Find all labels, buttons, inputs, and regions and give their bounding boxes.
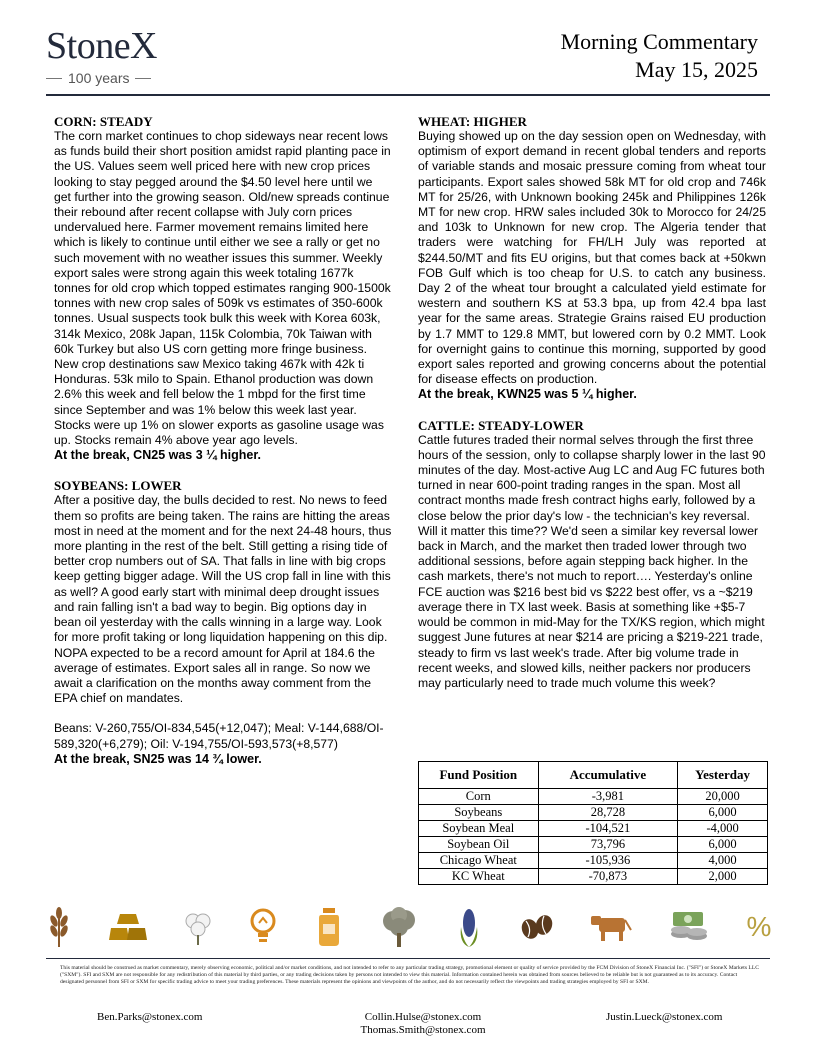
- cell-yesterday: 2,000: [678, 869, 768, 885]
- soybeans-title: SOYBEANS: LOWER: [54, 478, 182, 494]
- wheat-title: WHEAT: HIGHER: [418, 114, 527, 129]
- cell-yesterday: 6,000: [678, 805, 768, 821]
- footer-email-ben[interactable]: Ben.Parks@stonex.com: [97, 1011, 203, 1023]
- table-row: [419, 869, 768, 885]
- cell-commodity: Soybean Oil: [419, 837, 539, 853]
- cell-accumulative: -3,981: [538, 789, 678, 805]
- corn-body: The corn market continues to chop sideways near recent lows as funds build their short position amidst rapid planting pace in the US. Values seem well priced here with new crop prices looking to stay pegged around the $4.50 level here until we get further into the growing season. Old/new spreads continue their rebound after recent collapse with July corn prices undervalued here. Farmer movement remains limited here which is likely to continue until either we see a rally or get no such movement with no weather issues this summer. Weekly export sales were strong again this week totaling 1677k tonnes for old crop which topped estimates ranging 900-1500k tonnes with new crop sales of 509k vs estimates of 350-600k tonnes. Usual suspects took bulk this week with Korea 603k, 314k Mexico, 208k Japan, 115k Colombia, 70k Taiwan with 60k Turkey but also US corn getting more fringe business. New crop destinations saw Mexico taking 467k with 42k ti Honduras. 53k milo to Spain. Ethanol production was down 2.6% this week and fell below the 1 mbpd for the first time since September and was 1% below this week last year. Stocks were up 1% on slower exports as gasoline usage was up. Stocks remain 4% above year ago levels.: [54, 129, 391, 448]
- header-accumulative: Accumulative: [538, 762, 678, 789]
- table-row: [419, 821, 768, 837]
- percent-icon: [744, 907, 774, 947]
- tagline-dash-right: [135, 78, 151, 79]
- money-icon: [669, 907, 709, 947]
- cotton-icon: [183, 907, 213, 947]
- percent-glyph: %: [746, 911, 772, 942]
- footer-email-thomas[interactable]: Thomas.Smith@stonex.com: [360, 1024, 486, 1036]
- disclaimer-text: This material should be construed as market commentary, merely observing economic, political and/or market conditions, and not intended to refer to any particular trading strategy, promotional element or quality of service provided by the FCM Division of StoneX Financial Inc. ("SFI") or StoneX Markets LLC ("SXM"). SFI and SXM are not responsible for any redistribution of this material by third parties, or any trading decisions taken by persons not intended to view this material. Information contained herein was obtained from sources believed to be reliable but is not guaranteed as to its accuracy. Contact designated personnel from SFI or SXM for specific trading advice to meet your trading preferences. These materials represent the opinions and viewpoints of the author, and do not necessarily reflect the viewpoints and trading strategies employed by SFI or SXM.: [60, 965, 759, 986]
- cell-accumulative: -70,873: [538, 869, 678, 885]
- commodity-icon-strip: [44, 904, 774, 950]
- page-date: May 15, 2025: [635, 57, 758, 82]
- wheat-icon: [44, 907, 74, 947]
- header-yesterday: Yesterday: [678, 762, 768, 789]
- wheat-close: At the break, KWN25 was 5 ¼ higher.: [418, 387, 637, 402]
- fund-position-table: [418, 761, 768, 885]
- header-title-block: [561, 28, 758, 84]
- cell-yesterday: 20,000: [678, 789, 768, 805]
- footer-email-group: [348, 1011, 498, 1037]
- header-fund-position: Fund Position: [419, 762, 539, 789]
- logo-wordmark: StoneX: [46, 25, 157, 67]
- cattle-title: CATTLE: STEADY-LOWER: [418, 417, 584, 433]
- cell-yesterday: 6,000: [678, 837, 768, 853]
- wheat-body: Buying showed up on the day session open on Wednesday, with optimism of export demand in recent global tenders and reports of variable stands and mosaic pressure coming from wheat tour participants. Export sales showed 58k MT for old crop and 746k MT for 25/26, with Unknown booking 245k and Philippines 126k MT for new crop. HRW sales included 30k to Morocco for 24/25 and 103k to Unknown for new crop. The Algeria tender that traders were watching for FH/LH July was reported at $244.50/MT and fits EU origins, but that comes back at +50kwn FOB Gulf which is too cheap for U.S. to catch any business. Day 2 of the wheat tour brought a calculated yield estimate for western and southern KS at 53.3 bpa, up from 42.4 bpa last year for the same areas. Strategie Grains raised EU production by 1.7 MMT to 129.8 MMT, but lowered corn by 0.2 MMT. Look for overnight gains to continue this morning, supported by good export sales reported and growing concerns about the potential for disease effects on production.: [418, 129, 766, 387]
- footer-email-justin[interactable]: Justin.Lueck@stonex.com: [606, 1011, 723, 1023]
- gold-bars-icon: [109, 907, 147, 947]
- table-row: [419, 853, 768, 869]
- jar-icon: [314, 907, 344, 947]
- corn-close: At the break, CN25 was 3 ¼ higher.: [54, 448, 262, 463]
- coffee-beans-icon: [520, 907, 554, 947]
- footer-email-collin[interactable]: Collin.Hulse@stonex.com: [364, 1011, 482, 1023]
- soybeans-body: After a positive day, the bulls decided to rest. No news to feed them so profits are being taken. The rains are hitting the areas most in need at the moment and for the next 24-48 hours, thus more planting in the rest of the belt. Still getting a rising tide of better crop numbers out of SA. That falls in line with big crops keep getting bigger adage. Will the US crop fall in line with this as well? A good early start with minimal deep drought issues and rain falling isn't a bad way to begin. Big options day in bean oil yesterday with the calls winning in a large way. Look for more profit taking or long liquidation happening on this dip. NOPA expected to be a record amount for April at 184.6 the average of estimates. Export sales all in range. So now we await a clarification on the months away comment from the EPA chief on mandates.: [54, 493, 392, 706]
- page-title: Morning Commentary: [560, 29, 758, 54]
- cell-accumulative: 73,796: [538, 837, 678, 853]
- soybeans-close: At the break, SN25 was 14 ¾ lower.: [54, 751, 262, 766]
- table-row: [419, 837, 768, 853]
- cell-accumulative: 28,728: [538, 805, 678, 821]
- cell-commodity: Soybean Meal: [419, 821, 539, 837]
- table-header-row: [419, 762, 768, 789]
- soybeans-stats: Beans: V-260,755/OI-834,545(+12,047); Meal: V-144,688/OI-589,320(+6,279); Oil: V-194,755/OI-593,573(+8,577): [54, 721, 384, 751]
- lightbulb-icon: [248, 907, 278, 947]
- cell-commodity: Chicago Wheat: [419, 853, 539, 869]
- cell-commodity: KC Wheat: [419, 869, 539, 885]
- cell-commodity: Soybeans: [419, 805, 539, 821]
- cell-yesterday: 4,000: [678, 853, 768, 869]
- logo-tagline: [46, 70, 196, 86]
- corn-title: CORN: STEADY: [54, 114, 153, 129]
- left-column: [54, 114, 392, 767]
- header-divider: [46, 94, 770, 96]
- cell-commodity: Corn: [419, 789, 539, 805]
- cell-accumulative: -105,936: [538, 853, 678, 869]
- tree-icon: [379, 907, 419, 947]
- cell-accumulative: -104,521: [538, 821, 678, 837]
- cell-yesterday: -4,000: [678, 821, 768, 837]
- table-row: [419, 805, 768, 821]
- corn-icon: [454, 907, 484, 947]
- tagline-text: 100 years: [68, 70, 130, 86]
- cattle-body: Cattle futures traded their normal selves through the first three hours of the session, only to collapse sharply lower in the last 90 minutes of the day. Most-active Aug LC and Aug FC futures both turned in near 600-point trading ranges in the span. Most all contract months made fresh contract highs early, followed by a close below the prior day's low - the technician's key reversal. Will it matter this time?? We'd seen a similar key reversal lower back in March, and the market then traded lower through two additional sessions, before again stepping back higher. In the cash markets, there's not much to report…. Yesterday's online FCE auction was $216 best bid vs $222 best offer, vs a ~$219 average there in TX last week. Basis at something like +$5-7 would be common in mid-May for the TX/KS region, which might suggest June futures at near $214 are pricing a $219-221 trade, steady to firm vs last week's trade. After big volume trade in recent weeks, and slowed kills, neither packers nor producers may particularly need to trade much volume this week?: [418, 432, 766, 690]
- stonex-logo: [46, 26, 196, 86]
- footer-divider: [46, 958, 770, 959]
- cattle-icon: [589, 907, 633, 947]
- table-row: [419, 789, 768, 805]
- right-column: [418, 114, 766, 691]
- tagline-dash-left: [46, 78, 62, 79]
